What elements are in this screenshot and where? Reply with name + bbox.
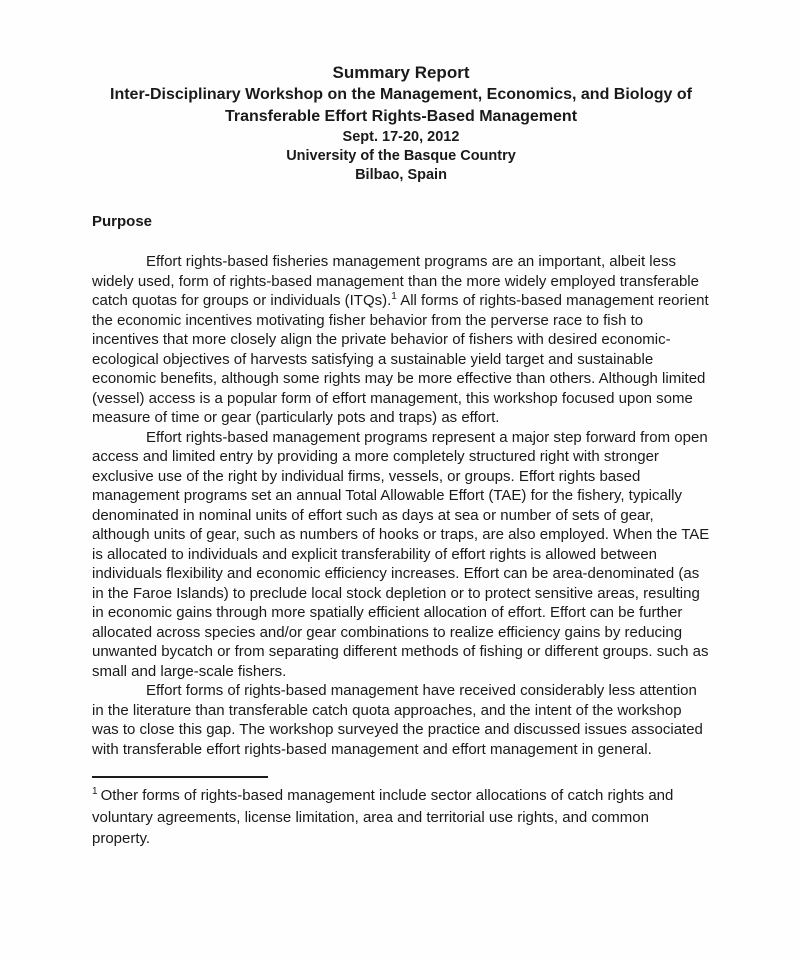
- footnote-text: Other forms of rights-based management include sector allocations of catch rights and voluntary agreements, license limitation, area and territorial use rights, and common property.: [92, 787, 674, 847]
- document-title: Summary Report: [332, 63, 470, 82]
- paragraph-3: Effort forms of rights-based management have received considerably less attention in the literature than transferable catch quota approaches, and the intent of the workshop was to close this gap. The workshop surveyed the practice and discussed issues associated with transferable effort rights-based management and effort management in general.: [92, 682, 703, 758]
- paragraph-1-text-after-ref: All forms of rights-based management reorient the economic incentives motivating fisher behavior from the perverse race to fish to incentives that more closely align the private behavior of fishers with desired economic-ecological objectives of harvests satisfying a sustainable yield target and sustainable economic benefits, although some rights may be more effective than others. Although limited (vessel) access is a popular form of effort management, this workshop focused upon some measure of time or gear (particularly pots and traps) as effort.: [92, 292, 709, 426]
- document-date: Sept. 17-20, 2012: [342, 129, 460, 145]
- footnote: [92, 785, 710, 850]
- footnote-marker: 1: [92, 786, 98, 797]
- document-header: [92, 62, 710, 185]
- document-institution: University of the Basque Country: [286, 148, 516, 164]
- document-location: Bilbao, Spain: [355, 167, 447, 183]
- paragraph-1: [92, 252, 710, 428]
- paragraph-1-text-before-ref: Effort rights-based fisheries management programs are an important, albeit less widely used, form of rights-based management than the more widely employed transferable catch quotas for groups or individuals (ITQs).: [92, 253, 699, 309]
- document-meta: [92, 128, 710, 185]
- section-heading-purpose: Purpose: [92, 213, 153, 230]
- footnote-reference-1: 1: [391, 291, 397, 302]
- document-body: [92, 252, 710, 759]
- paragraph-2: Effort rights-based management programs represent a major step forward from open access and limited entry by providing a more completely structured right with stronger exclusive use of the right by individual firms, vessels, or groups. Effort rights based management programs set an annual Total Allowable Effort (TAE) for the fishery, typically denominated in nominal units of effort such as days at sea or number of sets of gear, although units of gear, such as numbers of hooks or traps, are also employed. When the TAE is allocated to individuals and explicit transferability of effort rights is allowed between individuals flexibility and economic efficiency increases. Effort can be area-denominated (as in the Faroe Islands) to preclude local stock depletion or to protect sensitive areas, resulting in economic gains through more spatially efficient allocation of effort. Effort can be further allocated across species and/or gear combinations to realize efficiency gains by reducing unwanted bycatch or from separating different methods of fishing or different groups. such as small and large-scale fishers.: [92, 428, 710, 680]
- footnote-separator: [92, 776, 268, 778]
- document-subtitle: Inter-Disciplinary Workshop on the Management, Economics, and Biology of Transferable Effort Rights-Based Management: [110, 86, 692, 125]
